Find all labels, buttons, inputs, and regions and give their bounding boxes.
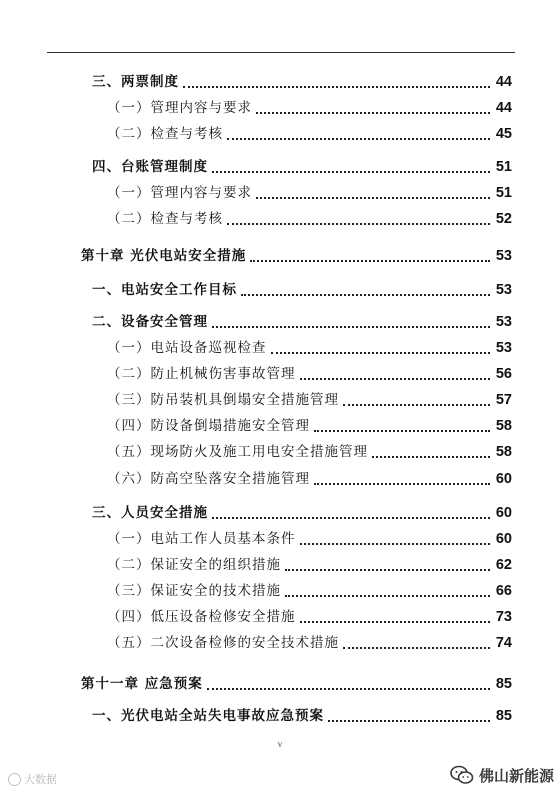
toc-page-number: 53 <box>495 282 512 298</box>
toc-entry[interactable] <box>107 442 512 462</box>
toc-leader <box>285 595 490 597</box>
toc-page-number: 44 <box>495 74 512 90</box>
toc-title: 四、台账管理制度 <box>92 159 208 175</box>
toc-leader <box>300 543 491 545</box>
toc-leader <box>314 430 490 432</box>
toc-page-number: 58 <box>495 444 512 460</box>
toc-title: （一）管理内容与要求 <box>107 185 252 201</box>
toc-entry[interactable] <box>107 469 512 489</box>
toc-title: （一）电站设备巡视检查 <box>107 340 267 356</box>
watermark-logo-icon <box>8 773 21 786</box>
toc-leader <box>183 86 490 88</box>
toc-title: 第十章 光伏电站安全措施 <box>81 248 247 264</box>
toc-leader <box>328 720 490 722</box>
toc-page-number: 51 <box>495 159 512 175</box>
toc-title: 三、两票制度 <box>92 74 179 90</box>
toc-page-number: 60 <box>495 471 512 487</box>
toc-leader <box>343 647 490 649</box>
toc-leader <box>285 569 490 571</box>
toc-title: （三）保证安全的技术措施 <box>107 583 281 599</box>
toc-leader <box>212 326 490 328</box>
toc-title: （五）二次设备检修的安全技术措施 <box>107 635 339 651</box>
toc-title: （二）防止机械伤害事故管理 <box>107 366 296 382</box>
toc-title: 第十一章 应急预案 <box>81 676 203 692</box>
toc-page-number: 66 <box>495 583 512 599</box>
toc-title: （六）防高空坠落安全措施管理 <box>107 471 310 487</box>
toc-entry[interactable] <box>92 72 512 92</box>
wechat-icon <box>450 764 474 786</box>
toc-title: （五）现场防火及施工用电安全措施管理 <box>107 444 368 460</box>
watermark-left-text: 大数据 <box>24 773 57 786</box>
toc-entry[interactable] <box>107 209 512 229</box>
toc-page-number: 56 <box>495 366 512 382</box>
toc-page-number: 53 <box>495 248 512 264</box>
toc-title: （一）电站工作人员基本条件 <box>107 531 296 547</box>
toc-leader <box>227 138 490 140</box>
toc-page-number: 85 <box>495 708 512 724</box>
toc-entry[interactable] <box>107 183 512 203</box>
toc-page-number: 53 <box>495 340 512 356</box>
toc-page-number: 58 <box>495 418 512 434</box>
watermark-left <box>8 770 57 788</box>
toc-leader <box>314 483 490 485</box>
toc-leader <box>227 223 490 225</box>
toc-page-number: 74 <box>495 635 512 651</box>
toc-entry[interactable] <box>92 280 512 300</box>
toc-entry[interactable] <box>107 607 512 627</box>
toc-leader <box>250 260 490 262</box>
toc-page-number: 44 <box>495 100 512 116</box>
page-number: v <box>277 739 283 749</box>
toc-page-number: 53 <box>495 314 512 330</box>
toc-entry[interactable] <box>92 312 512 332</box>
toc-chapter-entry[interactable] <box>81 246 512 266</box>
toc-leader <box>256 112 490 114</box>
toc-entry[interactable] <box>107 338 512 358</box>
toc-page-number: 85 <box>495 676 512 692</box>
toc-title: （二）保证安全的组织措施 <box>107 557 281 573</box>
watermark-right-text: 佛山新能源 <box>478 766 554 785</box>
toc-entry[interactable] <box>107 416 512 436</box>
toc-page-number: 52 <box>495 211 512 227</box>
toc-title: （四）防设备倒塌措施安全管理 <box>107 418 310 434</box>
toc-entry[interactable] <box>107 124 512 144</box>
toc-leader <box>241 294 490 296</box>
toc-entry[interactable] <box>92 706 512 726</box>
toc-leader <box>207 688 490 690</box>
toc-title: 一、电站安全工作目标 <box>92 282 237 298</box>
toc-leader <box>256 197 490 199</box>
toc-entry[interactable] <box>107 633 512 653</box>
toc-title: （四）低压设备检修安全措施 <box>107 609 296 625</box>
toc-title: 一、光伏电站全站失电事故应急预案 <box>92 708 324 724</box>
toc-page-number: 60 <box>495 505 512 521</box>
toc-title: 三、人员安全措施 <box>92 505 208 521</box>
toc-leader <box>300 621 491 623</box>
toc-entry[interactable] <box>107 364 512 384</box>
watermark-right <box>450 762 554 788</box>
toc-title: （二）检查与考核 <box>107 126 223 142</box>
toc-page-number: 45 <box>495 126 512 142</box>
toc-title: （三）防吊装机具倒塌安全措施管理 <box>107 392 339 408</box>
toc-entry[interactable] <box>107 529 512 549</box>
toc-page-number: 57 <box>495 392 512 408</box>
toc-page-number: 60 <box>495 531 512 547</box>
toc-leader <box>212 517 490 519</box>
toc-title: （一）管理内容与要求 <box>107 100 252 116</box>
toc-page-number: 51 <box>495 185 512 201</box>
toc-page-number: 62 <box>495 557 512 573</box>
toc-title: （二）检查与考核 <box>107 211 223 227</box>
toc-chapter-entry[interactable] <box>81 674 512 694</box>
toc-entry[interactable] <box>92 503 512 523</box>
toc-entry[interactable] <box>107 390 512 410</box>
toc-leader <box>372 456 490 458</box>
toc-entry[interactable] <box>92 157 512 177</box>
toc-title: 二、设备安全管理 <box>92 314 208 330</box>
toc-entry[interactable] <box>107 555 512 575</box>
toc-leader <box>271 352 491 354</box>
toc-leader <box>343 404 490 406</box>
toc-leader <box>212 171 490 173</box>
toc-entry[interactable] <box>107 98 512 118</box>
toc-entry[interactable] <box>107 581 512 601</box>
toc-leader <box>300 378 491 380</box>
toc-page-number: 73 <box>495 609 512 625</box>
